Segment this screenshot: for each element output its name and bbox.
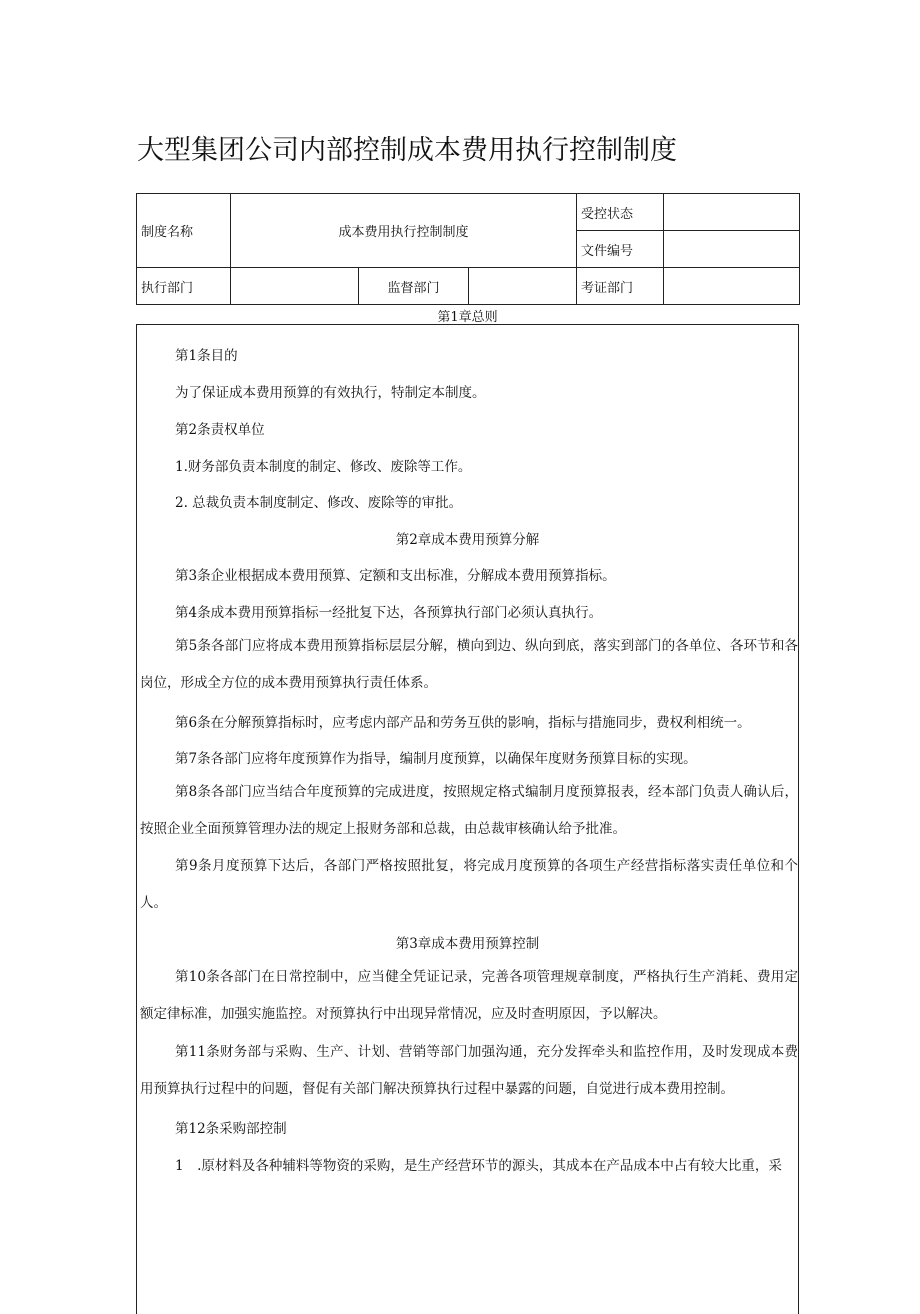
- article-8: 第8条各部门应当结合年度预算的完成进度，按照规定格式编制月度预算报表，经本部门负责人确认后，按照企业全面预算管理办法的规定上报财务部和总裁，由总裁审核确认给予批准。: [140, 784, 798, 837]
- article-10: 第10条各部门在日常控制中，应当健全凭证记录，完善各项管理规章制度，严格执行生产消耗、费用定额定律标准，加强实施监控。对预算执行中出现异常情况，应及时查明原因，予以解决。: [140, 969, 798, 1022]
- article-3: 第3条企业根据成本费用预算、定额和支出标准，分解成本费用预算指标。: [175, 568, 616, 584]
- doc-number-label: 文件编号: [577, 231, 664, 268]
- article-6: 第6条在分解预算指标时，应考虑内部产品和劳务互供的影响，指标与措施同步，费权利相统一。: [175, 715, 751, 731]
- supervise-dept-value: [469, 268, 577, 305]
- article-7: 第7条各部门应将年度预算作为指导，编制月度预算，以确保年度财务预算目标的实现。: [175, 751, 697, 767]
- doc-number-value: [664, 231, 800, 268]
- article-5: 第5条各部门应将成本费用预算指标层层分解，横向到边、纵向到底，落实到部门的各单位、各环节和各岗位，形成全方位的成本费用预算执行责任体系。: [140, 638, 798, 691]
- exec-dept-label: 执行部门: [137, 268, 231, 305]
- supervise-dept-label: 监督部门: [359, 268, 469, 305]
- chapter-2-title: 第2章成本费用预算分解: [395, 532, 540, 548]
- chapter-3-title: 第3章成本费用预算控制: [395, 936, 540, 952]
- exec-dept-value: [231, 268, 359, 305]
- chapter-1-title: 第1章总则: [437, 310, 498, 325]
- article-11: 第11条财务部与采购、生产、计划、营销等部门加强沟通，充分发挥牵头和监控作用，及时发现成本费用预算执行过程中的问题，督促有关部门解决预算执行过程中暴露的问题，自觉进行成本费用控制。: [140, 1044, 798, 1097]
- article-2-item-2: 2. 总裁负责本制度制定、修改、废除等的审批。: [175, 495, 463, 511]
- article-12-item-1: 1 .原材料及各种辅料等物资的采购，是生产经营环节的源头，其成本在产品成本中占有较大比重，采: [175, 1158, 782, 1174]
- verify-dept-label: 考证部门: [577, 268, 664, 305]
- article-9: 第9条月度预算下达后，各部门严格按照批复，将完成月度预算的各项生产经营指标落实责任单位和个人。: [140, 858, 798, 911]
- article-4: 第4条成本费用预算指标一经批复下达，各预算执行部门必须认真执行。: [175, 605, 603, 621]
- article-2-item-1: 1.财务部负责本制度的制定、修改、废除等工作。: [175, 459, 472, 475]
- name-value: 成本费用执行控制制度: [231, 194, 577, 268]
- verify-dept-value: [664, 268, 800, 305]
- controlled-status-label: 受控状态: [577, 194, 664, 231]
- article-1-text: 为了保证成本费用预算的有效执行，特制定本制度。: [175, 385, 486, 401]
- article-12-title: 第12条采购部控制: [175, 1121, 287, 1137]
- name-label: 制度名称: [137, 194, 231, 268]
- document-title: 大型集团公司内部控制成本费用执行控制制度: [137, 135, 677, 166]
- info-table: [136, 193, 800, 305]
- controlled-status-value: [664, 194, 800, 231]
- article-1-title: 第1条目的: [175, 348, 238, 364]
- article-2-title: 第2条责权单位: [175, 422, 265, 438]
